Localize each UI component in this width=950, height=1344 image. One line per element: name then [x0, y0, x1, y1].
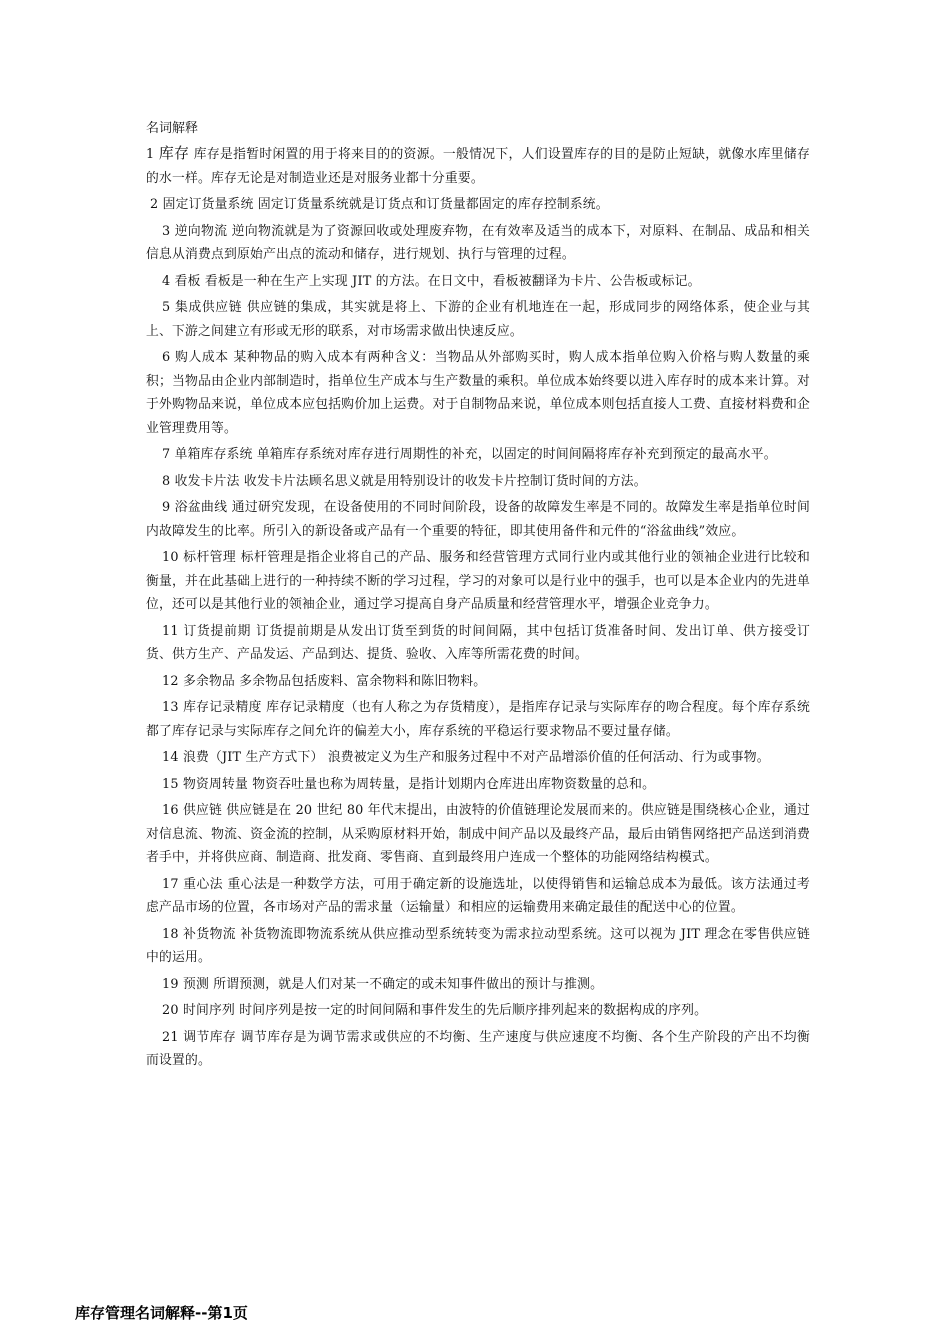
glossary-entry — [146, 296, 810, 343]
glossary-entry — [146, 670, 810, 694]
entry-term: 集成供应链 — [175, 300, 243, 315]
glossary-entry — [146, 973, 810, 997]
entry-term: 收发卡片法 — [174, 473, 240, 489]
entry-definition: 收发卡片法顾名思义就是用特别设计的收发卡片控制订货时间的方法。 — [243, 473, 647, 489]
glossary-entry — [146, 270, 810, 294]
entry-term: 逆向物流 — [174, 223, 228, 239]
entry-number: 7 — [162, 447, 171, 462]
entry-number: 11 — [162, 623, 179, 639]
entry-number: 14 — [162, 750, 179, 765]
entry-definition: 固定订货量系统就是订货点和订货量都固定的库存控制系统。 — [257, 197, 609, 212]
glossary-entry — [146, 620, 810, 667]
entry-definition: 浪费被定义为生产和服务过程中不对产品增添价值的任何活动、行为或事物。 — [327, 750, 770, 765]
entry-definition: 调节库存是为调节需求或供应的不均衡、生产速度与供应速度不均衡、各个生产阶段的产出不均衡而设置的。 — [146, 1029, 810, 1068]
entry-number: 9 — [162, 500, 171, 515]
glossary-entry — [146, 773, 810, 797]
glossary-entry — [146, 873, 810, 920]
entry-term: 固定订货量系统 — [162, 197, 254, 212]
glossary-entry — [146, 346, 810, 440]
entry-term: 补货物流 — [183, 926, 236, 942]
entry-term: 标杆管理 — [183, 550, 237, 565]
document-body — [146, 118, 810, 1076]
entry-definition: 补货物流即物流系统从供应推动型系统转变为需求拉动型系统。这可以视为 JIT 理念在零售供应链中的运用。 — [146, 926, 810, 965]
entry-number: 20 — [162, 1003, 179, 1018]
entry-term: 库存记录精度 — [183, 700, 262, 715]
glossary-entry — [146, 1026, 810, 1073]
glossary-entry — [146, 746, 810, 770]
entry-term: 订货提前期 — [183, 623, 252, 639]
glossary-entry — [146, 496, 810, 543]
glossary-entry — [146, 799, 810, 870]
entry-number: 6 — [162, 350, 171, 365]
entry-definition: 时间序列是按一定的时间间隔和事件发生的先后顺序排列起来的数据构成的序列。 — [239, 1003, 708, 1018]
entry-definition: 库存记录精度（也有人称之为存货精度），是指库存记录与实际库存的吻合程度。每个库存系统都了库存记录与实际库存之间允许的偏差大小，库存系统的平稳运行要求物品不要过量存储。 — [146, 700, 811, 739]
entry-number: 17 — [162, 876, 179, 892]
entry-number: 16 — [162, 803, 179, 818]
entry-number: 2 — [150, 197, 159, 212]
glossary-entry — [146, 443, 810, 467]
entry-definition: 重心法是一种数学方法，可用于确定新的设施选址，以使得销售和运输总成本为最低。该方法通过考虑产品市场的位置，各市场对产品的需求量（运输量）和相应的运输费用来确定最佳的配送中心的位置。 — [146, 876, 810, 915]
entry-number: 3 — [162, 223, 171, 239]
entry-term: 看板 — [174, 273, 201, 289]
entry-definition: 供应链的集成，其实就是将上、下游的企业有机地连在一起，形成同步的网络体系，使企业与其上、下游之间建立有形或无形的联系，对市场需求做出快速反应。 — [146, 300, 810, 339]
entry-number: 21 — [162, 1029, 179, 1045]
entry-definition: 订货提前期是从发出订货至到货的时间间隔，其中包括订货准备时间、发出订单、供方接受订货、供方生产、产品发运、产品到达、提货、验收、入库等所需花费的时间。 — [146, 623, 811, 662]
entry-definition: 多余物品包括废料、富余物料和陈旧物料。 — [239, 673, 487, 689]
entry-term: 购人成本 — [175, 350, 229, 365]
entry-term: 供应链 — [182, 803, 222, 818]
entry-definition: 供应链是在 20 世纪 80 年代末提出，由波特的价值链理论发展而来的。供应链是围绕核心企业，通过对信息流、物流、资金流的控制，从采购原材料开始，制成中间产品以及最终产品，最后由销售网络把产品送到消费者手中，并将供应商、制造商、批发商、零售商、直到最终用户连成一个整体的功能网络结构模式。 — [146, 803, 810, 865]
entry-term: 多余物品 — [182, 673, 235, 689]
glossary-entry — [146, 546, 810, 617]
entry-definition: 看板是一种在生产上实现 JIT 的方法。在日文中，看板被翻译为卡片、公告板或标记。 — [204, 273, 701, 289]
glossary-entry — [146, 696, 810, 743]
entry-term: 浪费（JIT 生产方式下） — [182, 750, 324, 765]
entry-term: 浴盆曲线 — [174, 500, 228, 515]
entry-number: 18 — [162, 926, 179, 942]
entry-definition: 逆向物流就是为了资源回收或处理废弃物，在有效率及适当的成本下，对原料、在制品、成品和相关信息从消费点到原始产出点的流动和储存，进行规划、执行与管理的过程。 — [146, 223, 810, 262]
entry-definition: 物资吞吐量也称为周转量，是指计划期内仓库进出库物资数量的总和。 — [252, 776, 656, 792]
section-heading: 名词解释 — [146, 121, 199, 136]
entry-term: 重心法 — [183, 876, 223, 892]
entry-number: 13 — [162, 700, 179, 715]
glossary-entry — [146, 923, 810, 970]
page-footer: 库存管理名词解释--第1页 — [75, 1304, 248, 1322]
glossary-entry — [146, 193, 810, 217]
entry-number: 4 — [162, 273, 171, 289]
entry-definition: 所谓预测，就是人们对某一不确定的或未知事件做出的预计与推测。 — [213, 976, 604, 992]
glossary-entry — [146, 142, 810, 190]
entry-number: 1 — [146, 147, 155, 162]
entry-definition: 单箱库存系统对库存进行周期性的补充，以固定的时间间隔将库存补充到预定的最高水平。 — [256, 447, 777, 462]
entry-definition: 标杆管理是指企业将自己的产品、服务和经营管理方式同行业内或其他行业的领袖企业进行比较和衡量，并在此基础上进行的一种持续不断的学习过程，学习的对象可以是行业中的强手，也可以是本企业内的先进单位，还可以是其他行业的领袖企业，通过学习提高自身产品质量和经营管理水平，增强企业竞争力。 — [146, 550, 810, 612]
entry-term: 调节库存 — [183, 1029, 237, 1045]
entry-definition: 库存是指暂时闲置的用于将来目的的资源。一般情况下，人们设置库存的目的是防止短缺，就像水库里储存的水一样。库存无论是对制造业还是对服务业都十分重要。 — [146, 147, 810, 186]
entry-term: 时间序列 — [182, 1003, 235, 1018]
entry-number: 10 — [162, 550, 179, 565]
entry-number: 8 — [162, 473, 171, 489]
entry-term: 单箱库存系统 — [174, 447, 253, 462]
entry-list — [146, 142, 810, 1073]
entry-number: 12 — [162, 673, 179, 689]
entry-number: 19 — [162, 976, 179, 992]
glossary-entry — [146, 999, 810, 1023]
glossary-entry — [146, 470, 810, 494]
entry-term: 物资周转量 — [182, 776, 248, 792]
entry-definition: 通过研究发现，在设备使用的不同时间阶段，设备的故障发生率是不同的。故障发生率是指单位时间内故障发生的比率。所引入的新设备或产品有一个重要的特征，即其使用备件和元件的“浴盆曲线”效应。 — [146, 500, 810, 539]
entry-definition: 某种物品的购入成本有两种含义：当物品从外部购买时，购人成本指单位购入价格与购人数量的乘积；当物品由企业内部制造时，指单位生产成本与生产数量的乘积。单位成本始终要以进入库存时的成本来计算。对于外购物品来说，单位成本应包括购价加上运费。对于自制物品来说，单位成本则包括直接人工费、直接材料费和企业管理费用等。 — [146, 350, 810, 436]
entry-term: 库存 — [158, 144, 190, 162]
glossary-entry — [146, 220, 810, 267]
entry-term: 预测 — [182, 976, 209, 992]
entry-number: 15 — [162, 776, 179, 792]
entry-number: 5 — [162, 300, 171, 315]
